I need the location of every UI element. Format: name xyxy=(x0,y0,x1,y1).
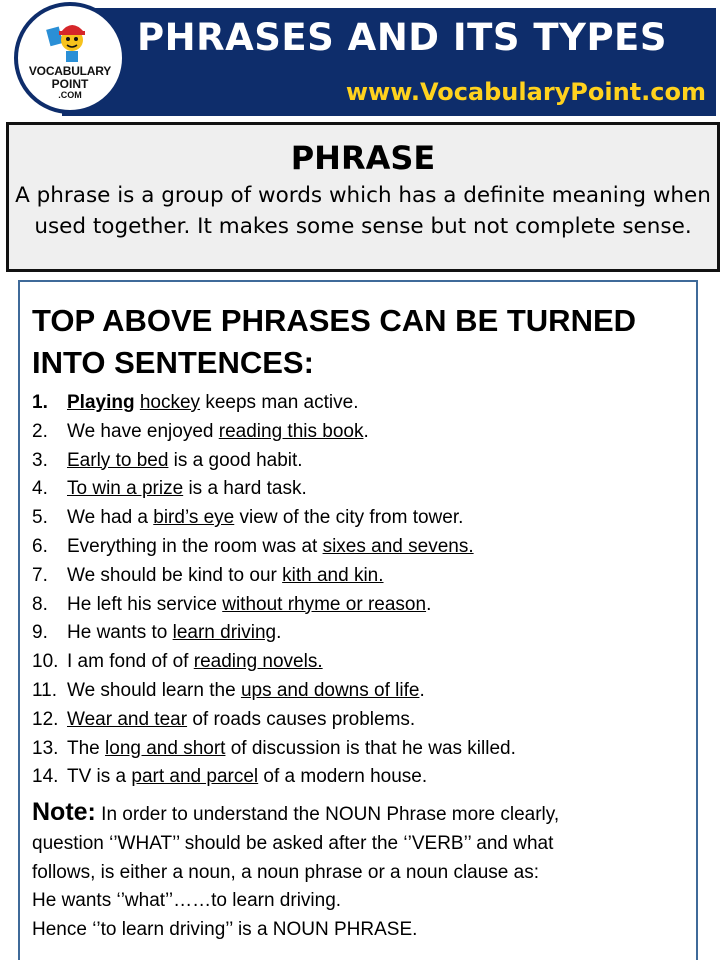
item-phrase: hockey xyxy=(139,392,201,413)
list-item xyxy=(32,648,692,677)
item-phrase: Early to bed xyxy=(67,449,169,471)
item-text: . xyxy=(426,593,432,615)
item-text: I am fond of of xyxy=(67,651,194,673)
item-number: 1. xyxy=(32,392,48,413)
list-item xyxy=(32,706,692,735)
logo-text-vocabulary: VOCABULARY xyxy=(28,64,112,78)
item-phrase: bird’s eye xyxy=(153,507,235,529)
item-number: 9. xyxy=(32,622,48,644)
list-item xyxy=(32,763,692,792)
item-number: 5. xyxy=(32,507,48,529)
item-text: of discussion is that he was killed. xyxy=(225,737,516,759)
item-phrase: kith and kin. xyxy=(282,564,384,586)
item-text: is a good habit. xyxy=(168,449,303,471)
logo-text-point: POINT xyxy=(51,77,89,91)
item-text: view of the city from tower. xyxy=(234,507,464,529)
note-line: question ‘’WHAT’’ should be asked after the ‘’VERB’’ and what xyxy=(32,832,554,854)
item-phrase: To win a prize xyxy=(67,478,184,500)
item-text: . xyxy=(363,420,369,442)
list-item xyxy=(32,475,692,504)
list-item xyxy=(32,619,692,648)
note-line: follows, is either a noun, a noun phrase or a noun clause as: xyxy=(32,861,539,883)
item-text: of a modern house. xyxy=(258,766,428,788)
note-line: He wants ‘’what’’……to learn driving. xyxy=(32,890,342,912)
list-item xyxy=(32,533,692,562)
list-item xyxy=(32,418,692,447)
item-text: keeps man active. xyxy=(200,392,359,413)
page-title: PHRASES AND ITS TYPES xyxy=(137,16,667,59)
list-item xyxy=(32,389,692,418)
note-text: In order to understand the NOUN Phrase more clearly, xyxy=(95,804,560,825)
item-number: 6. xyxy=(32,535,48,557)
item-text: He left his service xyxy=(67,593,223,615)
item-phrase: long and short xyxy=(105,737,226,759)
item-text: We should be kind to our xyxy=(67,564,283,586)
list-item xyxy=(32,504,692,533)
item-phrase: ups and downs of life xyxy=(240,679,420,701)
item-text: of roads causes problems. xyxy=(187,708,416,730)
examples-list xyxy=(32,389,692,792)
list-item xyxy=(32,735,692,764)
item-number: 2. xyxy=(32,420,48,442)
item-text: We had a xyxy=(67,507,154,529)
item-phrase: reading this book xyxy=(218,420,364,442)
mascot-icon xyxy=(46,18,94,64)
item-number: 13. xyxy=(32,737,59,759)
item-number: 3. xyxy=(32,449,48,471)
definition-text: A phrase is a group of words which has a definite meaning when used together. It makes some sense but not complete sense. xyxy=(15,183,711,239)
item-text: We have enjoyed xyxy=(67,420,219,442)
examples-box xyxy=(18,280,698,960)
item-text: Everything in the room was at xyxy=(67,535,323,557)
item-text: The xyxy=(67,737,106,759)
note-label: Note: xyxy=(32,798,96,826)
site-logo[interactable] xyxy=(14,2,126,114)
item-number: 8. xyxy=(32,593,48,615)
examples-heading: TOP ABOVE PHRASES CAN BE TURNED INTO SENTENCES: xyxy=(32,303,637,380)
list-item xyxy=(32,677,692,706)
definition-title: PHRASE xyxy=(290,139,436,177)
item-phrase: Wear and tear xyxy=(67,708,188,730)
note-line xyxy=(32,798,692,830)
item-phrase: sixes and sevens. xyxy=(322,535,474,557)
site-url[interactable]: www.VocabularyPoint.com xyxy=(345,78,706,106)
logo-text-com: .COM xyxy=(58,90,82,100)
item-phrase: reading novels. xyxy=(193,651,323,673)
item-number: 4. xyxy=(32,478,48,500)
item-number: 11. xyxy=(32,679,58,701)
item-phrase: learn driving xyxy=(172,622,277,644)
item-text: is a hard task. xyxy=(183,478,307,500)
item-text: He wants to xyxy=(67,622,173,644)
item-phrase: Playing xyxy=(67,392,135,413)
item-text: TV is a xyxy=(67,766,132,788)
item-phrase: without rhyme or reason xyxy=(222,593,427,615)
item-text: . xyxy=(419,679,425,701)
item-number: 7. xyxy=(32,564,48,586)
item-text: . xyxy=(276,622,282,644)
item-text: We should learn the xyxy=(67,679,241,701)
note-block xyxy=(32,798,692,945)
item-number: 14. xyxy=(32,766,59,788)
definition-box xyxy=(6,122,720,272)
item-phrase: part and parcel xyxy=(131,766,259,788)
item-number: 10. xyxy=(32,651,59,673)
note-line: Hence ‘’to learn driving’’ is a NOUN PHRASE. xyxy=(32,919,418,941)
list-item xyxy=(32,591,692,620)
item-number: 12. xyxy=(32,708,59,730)
list-item xyxy=(32,562,692,591)
list-item xyxy=(32,447,692,476)
